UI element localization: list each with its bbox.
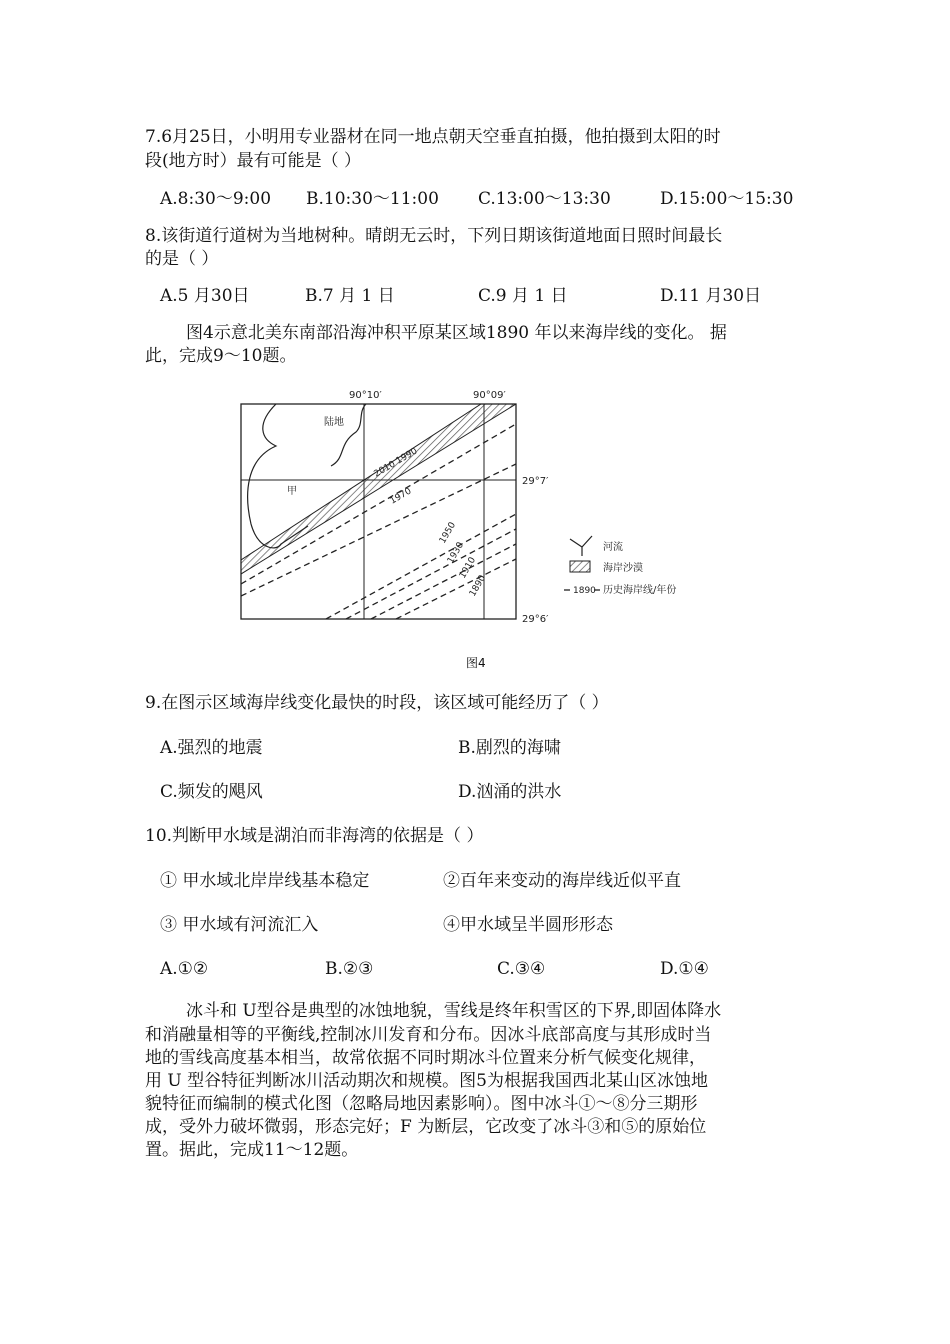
legend-shoreline-label: 历史海岸线/年份 (603, 585, 677, 596)
lon-right-label: 90°09′ (473, 390, 506, 401)
q10-option-b: B.②③ (325, 959, 374, 979)
q7-option-d: D.15:00～15:30 (660, 189, 794, 209)
q10-option-c: C.③④ (497, 959, 546, 979)
q7-option-c: C.13:00～13:30 (478, 189, 611, 209)
q10-statement-1: ① 甲水域北岸岸线基本稳定 (160, 871, 370, 891)
year-label-1950: 1950 (437, 520, 459, 546)
q8-option-d: D.11 月30日 (660, 286, 762, 306)
q10-option-a: A.①② (160, 959, 209, 979)
q8-stem-line1: 8.该街道行道树为当地树种。晴朗无云时，下列日期该街道地面日照时间最长 (145, 226, 723, 246)
q9-option-c: C.频发的飓风 (160, 782, 263, 802)
lat-top-label: 29°7′ (522, 476, 549, 487)
intro-9-10-line1: 图4示意北美东南部沿海冲积平原某区域1890 年以来海岸线的变化。 据 (186, 323, 727, 343)
legend-beach-label: 海岸沙漠 (603, 563, 643, 574)
beach-band (241, 404, 516, 574)
shoreline-1950 (326, 514, 516, 619)
lat-bottom-label: 29°6′ (522, 614, 549, 624)
q10-option-d: D.①④ (660, 959, 709, 979)
intro-11-12-line6: 成，受外力破坏微弱，形态完好；F 为断层，它改变了冰斗③和⑤的原始位 (145, 1117, 707, 1137)
q8-option-c: C.9 月 1 日 (478, 286, 568, 306)
year-label-1890: 1890 (467, 573, 489, 599)
q7-stem-line1: 7.6月25日，小明用专业器材在同一地点朝天空垂直拍摄，他拍摄到太阳的时 (145, 127, 721, 147)
q7-stem-line2: 段(地方时）最有可能是（ ） (145, 151, 362, 171)
shoreline-1910 (371, 544, 516, 619)
q7-option-a: A.8:30～9:00 (160, 189, 272, 209)
shoreline-1890 (396, 559, 516, 619)
q10-statement-3: ③ 甲水域有河流汇入 (160, 915, 319, 935)
q9-option-a: A.强烈的地震 (160, 738, 263, 758)
land-edge (331, 404, 366, 466)
intro-11-12-line5: 貌特征而编制的模式化图（忽略局地因素影响）。图中冰斗①～⑧分三期形 (145, 1094, 698, 1114)
legend (564, 536, 676, 596)
figure-4-map (236, 384, 696, 624)
intro-11-12-line7: 置。据此，完成11～12题。 (145, 1140, 359, 1160)
intro-11-12-line2: 和消融量相等的平衡线,控制冰川发育和分布。因冰斗底部高度与其形成时当 (145, 1025, 712, 1045)
q9-option-b: B.剧烈的海啸 (458, 738, 561, 758)
year-label-1910: 1910 (457, 555, 479, 581)
q10-stem: 10.判断甲水域是湖泊而非海湾的依据是（ ） (145, 826, 484, 846)
legend-river-label: 河流 (603, 542, 623, 553)
q9-stem: 9.在图示区域海岸线变化最快的时段，该区域可能经历了（ ） (145, 693, 609, 713)
lake-label: 甲 (287, 486, 297, 497)
q8-option-a: A.5 月30日 (160, 286, 250, 306)
intro-11-12-line4: 用 U 型谷特征判断冰川活动期次和规模。图5为根据我国西北某山区冰蚀地 (145, 1071, 708, 1091)
year-label-2010: 2010 (372, 459, 398, 480)
q9-option-d: D.汹涌的洪水 (458, 782, 562, 802)
q8-option-b: B.7 月 1 日 (305, 286, 395, 306)
shoreline-1930 (346, 529, 516, 619)
land-label: 陆地 (324, 417, 344, 428)
q7-option-b: B.10:30～11:00 (306, 189, 439, 209)
intro-11-12-line3: 地的雪线高度基本相当，故常依据不同时期冰斗位置来分析气候变化规律， (145, 1048, 706, 1068)
year-label-1990: 1990 (394, 446, 420, 467)
q10-statement-4: ④甲水域呈半圆形形态 (443, 915, 613, 935)
q10-statement-2: ②百年来变动的海岸线近似平直 (443, 871, 681, 891)
year-label-1930: 1930 (445, 540, 467, 566)
beach-legend-icon (570, 561, 590, 572)
intro-9-10-line2: 此，完成9～10题。 (145, 346, 297, 366)
intro-11-12-line1: 冰斗和 U型谷是典型的冰蚀地貌，雪线是终年积雪区的下界,即固体降水 (186, 1001, 722, 1021)
figure-4-caption: 图4 (466, 656, 486, 670)
q8-stem-line2: 的是（ ） (145, 249, 219, 269)
year-label-1970: 1970 (388, 486, 414, 507)
river-legend-icon (570, 536, 592, 556)
lon-left-label: 90°10′ (349, 390, 382, 401)
legend-shoreline-sample: 1890 (573, 586, 596, 596)
